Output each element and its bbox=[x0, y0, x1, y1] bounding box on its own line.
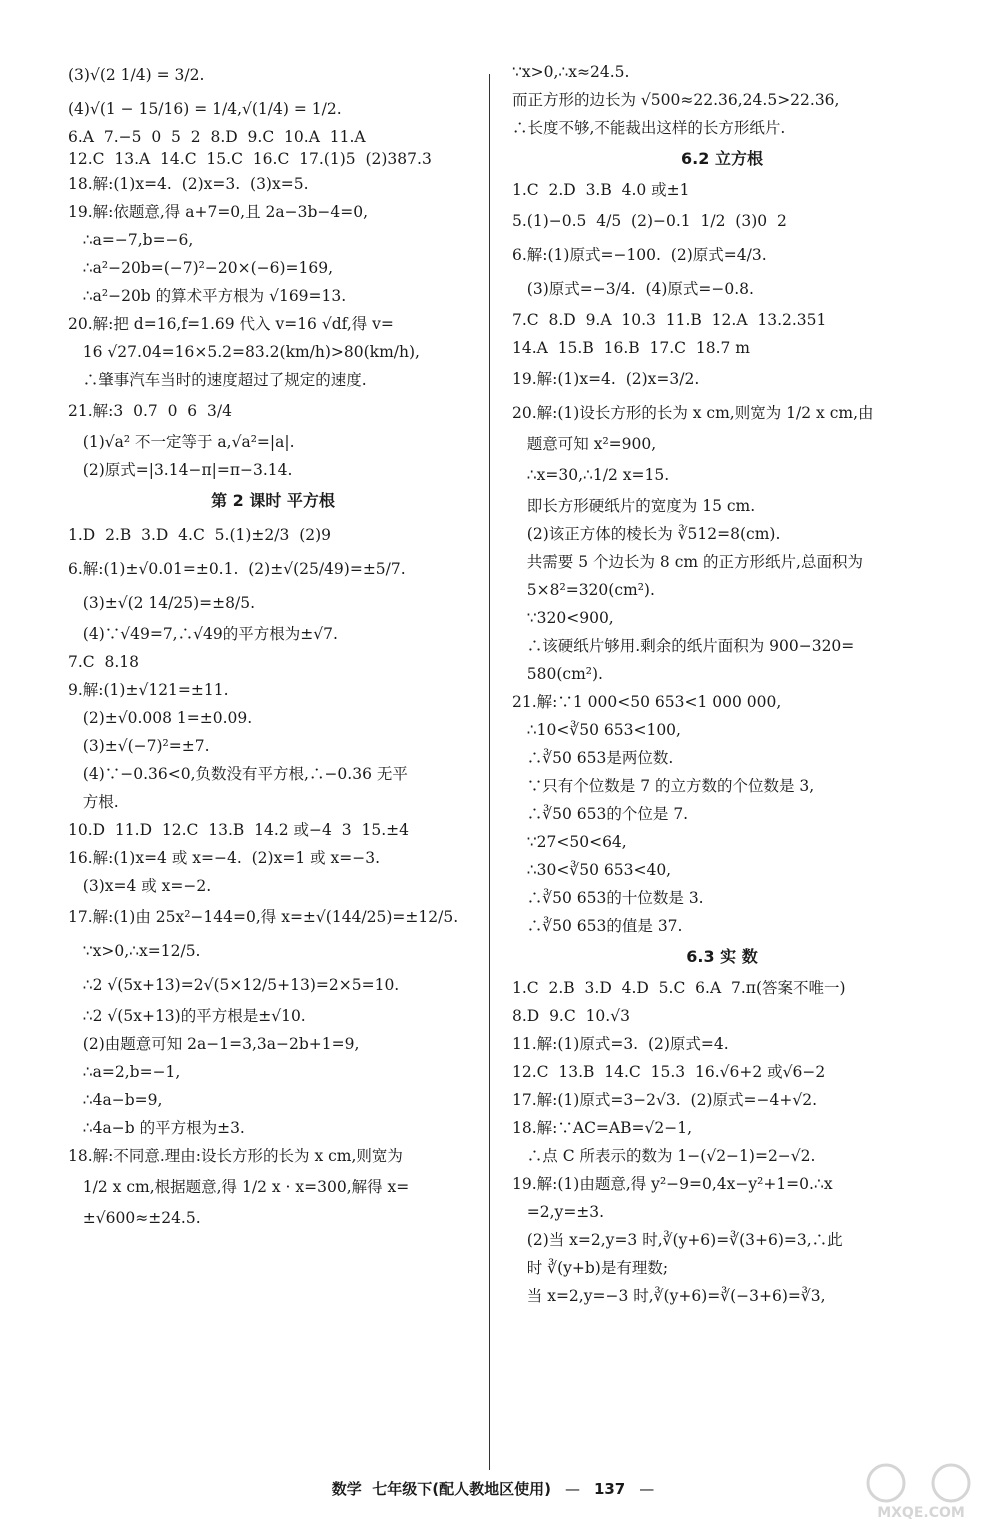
answer-line: ∴2 √(5x+13)的平方根是±√10. bbox=[68, 1007, 306, 1025]
answer-line: 6.解:(1)±√0.01=±0.1. (2)±√(25/49)=±5/7. bbox=[68, 560, 406, 578]
answer-line: 7.C 8.18 bbox=[68, 653, 140, 671]
answer-line: ∴10<∛50 653<100, bbox=[512, 721, 681, 739]
answer-line: 即长方形硬纸片的宽度为 15 cm. bbox=[512, 497, 756, 515]
answer-line: ∴长度不够,不能裁出这样的长方形纸片. bbox=[512, 119, 786, 137]
answer-line: 5×8²=320(cm²). bbox=[512, 581, 655, 599]
answer-line: 14.A 15.B 16.B 17.C 18.7 m bbox=[512, 339, 750, 357]
answer-line: 19.解:依题意,得 a+7=0,且 2a−3b−4=0, bbox=[68, 203, 369, 221]
answer-line: 21.解:∵1 000<50 653<1 000 000, bbox=[512, 693, 782, 711]
answer-line: 10.D 11.D 12.C 13.B 14.2 或−4 3 15.±4 bbox=[68, 821, 409, 839]
answer-line: 18.解:∵AC=AB=√2−1, bbox=[512, 1119, 692, 1137]
answer-line: 而正方形的边长为 √500≈22.36,24.5>22.36, bbox=[512, 91, 840, 109]
answer-line: 19.解:(1)x=4. (2)x=3/2. bbox=[512, 370, 700, 388]
answer-line: (3)±√(−7)²=±7. bbox=[68, 737, 210, 755]
answer-line: 17.解:(1)原式=3−2√3. (2)原式=−4+√2. bbox=[512, 1091, 817, 1109]
answer-line: ∴∛50 653的值是 37. bbox=[512, 917, 683, 935]
answer-line: ∴a=−7,b=−6, bbox=[68, 231, 194, 249]
answer-seal-icon bbox=[856, 1461, 986, 1521]
column-divider bbox=[489, 74, 490, 1470]
answer-line: 1.D 2.B 3.D 4.C 5.(1)±2/3 (2)9 bbox=[68, 526, 332, 544]
answer-line: 12.C 13.A 14.C 15.C 16.C 17.(1)5 (2)387.3 bbox=[68, 150, 432, 168]
answer-line: ∵320<900, bbox=[512, 609, 614, 627]
answer-line: 11.解:(1)原式=3. (2)原式=4. bbox=[512, 1035, 729, 1053]
answer-line: 当 x=2,y=−3 时,∛(y+6)=∛(−3+6)=∛3, bbox=[512, 1287, 826, 1305]
answer-line: ∴2 √(5x+13)=2√(5×12/5+13)=2×5=10. bbox=[68, 976, 400, 994]
footer-subject: 数学 bbox=[331, 1480, 362, 1498]
answer-line: (3)原式=−3/4. (4)原式=−0.8. bbox=[512, 280, 754, 298]
answer-line: 17.解:(1)由 25x²−144=0,得 x=±√(144/25)=±12/5. bbox=[68, 908, 459, 926]
footer-grade: 七年级下(配人教地区使用) bbox=[372, 1480, 551, 1498]
answer-line: 5.(1)−0.5 4/5 (2)−0.1 1/2 (3)0 2 bbox=[512, 212, 787, 230]
answer-line: ∵27<50<64, bbox=[512, 833, 627, 851]
answer-line: ∴点 C 所表示的数为 1−(√2−1)=2−√2. bbox=[512, 1147, 816, 1165]
answer-line: 16 √27.04=16×5.2=83.2(km/h)>80(km/h), bbox=[68, 343, 420, 361]
answer-line: ∴该硬纸片够用.剩余的纸片面积为 900−320= bbox=[512, 637, 855, 655]
answer-line: ∴a=2,b=−1, bbox=[68, 1063, 181, 1081]
answer-line: ∴4a−b=9, bbox=[68, 1091, 163, 1109]
answer-line: ∴∛50 653的个位是 7. bbox=[512, 805, 689, 823]
answer-line: 方根. bbox=[68, 793, 119, 811]
answer-line: 1.C 2.D 3.B 4.0 或±1 bbox=[512, 181, 690, 199]
answer-line: ∴∛50 653的十位数是 3. bbox=[512, 889, 704, 907]
answer-line: (1)√a² 不一定等于 a,√a²=|a|. bbox=[68, 433, 295, 451]
answer-line: (2)±√0.008 1=±0.09. bbox=[68, 709, 253, 727]
answer-line: 6.解:(1)原式=−100. (2)原式=4/3. bbox=[512, 246, 767, 264]
answer-line: ∴肇事汽车当时的速度超过了规定的速度. bbox=[68, 371, 367, 389]
answer-line: 580(cm²). bbox=[512, 665, 603, 683]
answer-line: =2,y=±3. bbox=[512, 1203, 605, 1221]
answer-line: (2)当 x=2,y=3 时,∛(y+6)=∛(3+6)=3,∴此 bbox=[512, 1231, 843, 1249]
answer-line: (4)∵√49=7,∴√49的平方根为±√7. bbox=[68, 625, 338, 643]
answer-line: 16.解:(1)x=4 或 x=−4. (2)x=1 或 x=−3. bbox=[68, 849, 381, 867]
answer-line: (2)原式=|3.14−π|=π−3.14. bbox=[68, 461, 293, 479]
answer-line: ∴30<∛50 653<40, bbox=[512, 861, 672, 879]
answer-line: 20.解:把 d=16,f=1.69 代入 v=16 √df,得 v= bbox=[68, 315, 394, 333]
answer-line: 21.解:3 0.7 0 6 3/4 bbox=[68, 402, 232, 420]
answer-line: 时 ∛(y+b)是有理数; bbox=[512, 1259, 669, 1277]
answer-line: (3)√(2 1/4) = 3/2. bbox=[68, 66, 205, 84]
watermark-text: MXQE.COM bbox=[877, 1505, 965, 1521]
answer-line: 1.C 2.B 3.D 4.D 5.C 6.A 7.π(答案不唯一) bbox=[512, 979, 846, 997]
answer-line: 1/2 x cm,根据题意,得 1/2 x · x=300,解得 x= bbox=[68, 1178, 410, 1196]
section-heading: 第 2 课时 平方根 bbox=[211, 491, 335, 510]
answer-line: 7.C 8.D 9.A 10.3 11.B 12.A 13.2.351 bbox=[512, 311, 827, 329]
answer-line: (4)∵−0.36<0,负数没有平方根,∴−0.36 无平 bbox=[68, 765, 408, 783]
answer-line: (2)该正方体的棱长为 ∛512=8(cm). bbox=[512, 525, 781, 543]
answer-line: ∴x=30,∴1/2 x=15. bbox=[512, 466, 670, 484]
answer-line: ∴4a−b 的平方根为±3. bbox=[68, 1119, 245, 1137]
footer-dash-left: — bbox=[564, 1480, 580, 1498]
answer-line: ±√600≈±24.5. bbox=[68, 1209, 201, 1227]
answer-line: 19.解:(1)由题意,得 y²−9=0,4x−y²+1=0.∴x bbox=[512, 1175, 833, 1193]
page-number: 137 bbox=[593, 1480, 626, 1498]
answer-line: 共需要 5 个边长为 8 cm 的正方形纸片,总面积为 bbox=[512, 553, 863, 571]
answer-line: ∴a²−20b=(−7)²−20×(−6)=169, bbox=[68, 259, 334, 277]
answer-line: (2)由题意可知 2a−1=3,3a−2b+1=9, bbox=[68, 1035, 360, 1053]
answer-line: ∵只有个位数是 7 的立方数的个位数是 3, bbox=[512, 777, 815, 795]
right-column bbox=[512, 58, 932, 1310]
answer-line: 9.解:(1)±√121=±11. bbox=[68, 681, 229, 699]
answer-line: ∴∛50 653是两位数. bbox=[512, 749, 674, 767]
section-heading: 6.2 立方根 bbox=[681, 149, 763, 168]
footer-dash-right: — bbox=[639, 1480, 655, 1498]
answer-line: 18.解:不同意.理由:设长方形的长为 x cm,则宽为 bbox=[68, 1147, 403, 1165]
answer-line: (4)√(1 − 15/16) = 1/4,√(1/4) = 1/2. bbox=[68, 100, 342, 118]
section-heading: 6.3 实 数 bbox=[686, 947, 758, 966]
left-column bbox=[68, 58, 478, 1232]
page-footer bbox=[0, 1478, 1000, 1499]
answer-line: 8.D 9.C 10.√3 bbox=[512, 1007, 630, 1025]
answer-line: (3)±√(2 14/25)=±8/5. bbox=[68, 594, 255, 612]
answer-line: 18.解:(1)x=4. (2)x=3. (3)x=5. bbox=[68, 175, 309, 193]
answer-line: 12.C 13.B 14.C 15.3 16.√6+2 或√6−2 bbox=[512, 1063, 826, 1081]
answer-line: 题意可知 x²=900, bbox=[512, 435, 657, 453]
answer-line: ∵x>0,∴x=12/5. bbox=[68, 942, 201, 960]
answer-line: 6.A 7.−5 0 5 2 8.D 9.C 10.A 11.A bbox=[68, 128, 366, 146]
answer-line: (3)x=4 或 x=−2. bbox=[68, 877, 212, 895]
answer-line: 20.解:(1)设长方形的长为 x cm,则宽为 1/2 x cm,由 bbox=[512, 404, 874, 422]
answer-line: ∵x>0,∴x≈24.5. bbox=[512, 63, 630, 81]
answer-line: ∴a²−20b 的算术平方根为 √169=13. bbox=[68, 287, 347, 305]
